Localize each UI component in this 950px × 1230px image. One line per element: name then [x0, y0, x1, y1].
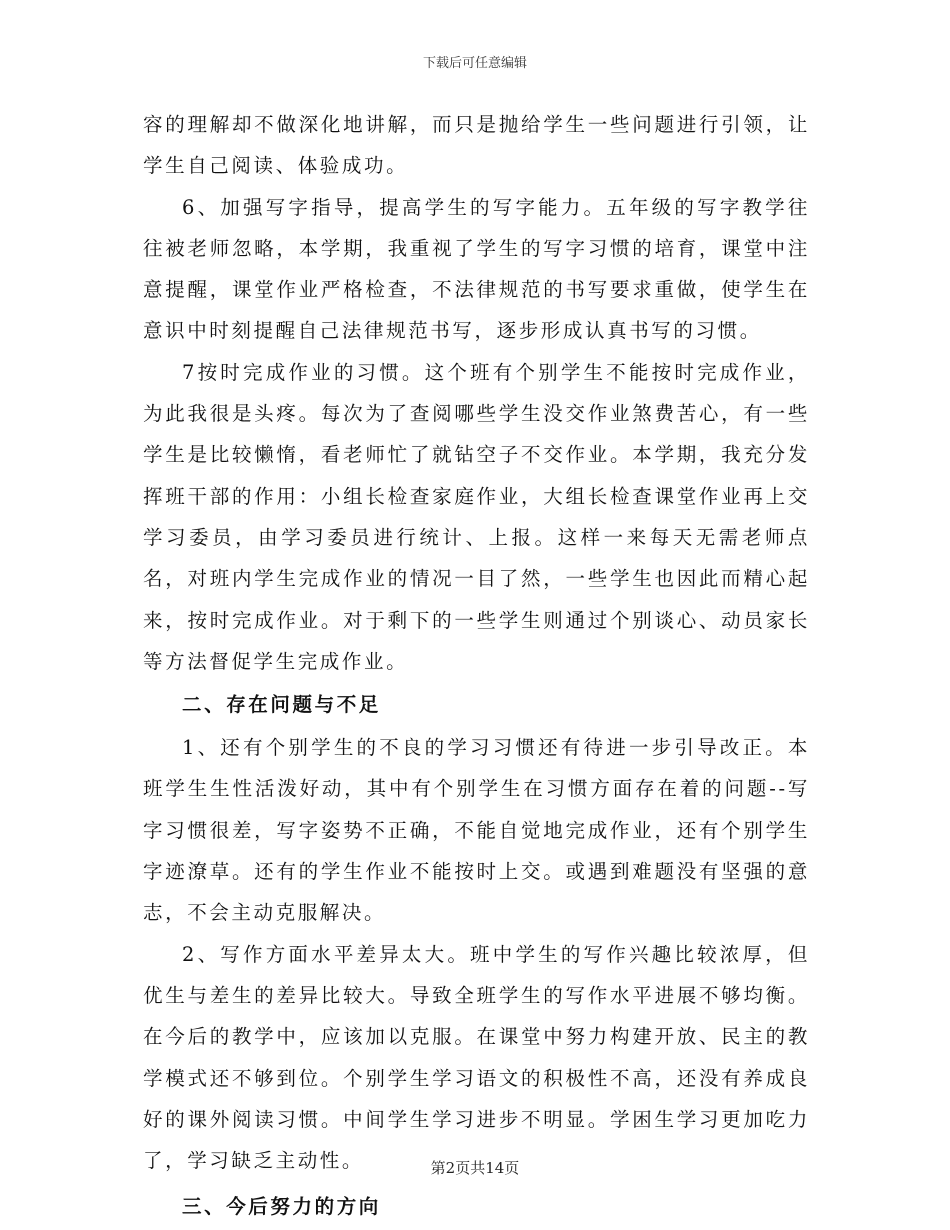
- document-body: [143, 104, 810, 1229]
- paragraph-homework-habit: 7按时完成作业的习惯。这个班有个别学生不能按时完成作业，为此我很是头疼。每次为了查阅哪些学生没交作业煞费苦心，有一些学生是比较懒惰，看老师忙了就钻空子不交作业。本学期，我充分发挥班干部的作用：小组长检查家庭作业，大组长检查课堂作业再上交学习委员，由学习委员进行统计、上报。这样一来每天无需老师点名，对班内学生完成作业的情况一目了然，一些学生也因此而精心起来，按时完成作业。对于剩下的一些学生则通过个别谈心、动员家长等方法督促学生完成作业。: [143, 360, 810, 673]
- page-header: 下载后可任意编辑: [422, 56, 527, 71]
- paragraph-writing-guidance: 6、加强写字指导，提高学生的写字能力。五年级的写字教学往往被老师忽略，本学期，我重视了学生的写字习惯的培育，课堂中注意提醒，课堂作业严格检查，不法律规范的书写要求重做，使学生在意识中时刻提醒自己法律规范书写，逐步形成认真书写的习惯。: [143, 195, 810, 343]
- section-heading-problems: 二、存在问题与不足: [182, 693, 381, 717]
- page-footer: 第2页共14页: [430, 1159, 520, 1177]
- paragraph-bad-habits: 1、还有个别学生的不良的学习习惯还有待进一步引导改正。本班学生生性活泼好动，其中有个别学生在习惯方面存在着的问题--写字习惯很差，写字姿势不正确，不能自觉地完成作业，还有个别学生字迹潦草。还有的学生作业不能按时上交。或遇到难题没有坚强的意志，不会主动克服解决。: [143, 736, 810, 925]
- paragraph-writing-gap: 2、写作方面水平差异太大。班中学生的写作兴趣比较浓厚，但优生与差生的差异比较大。导致全班学生的写作水平进展不够均衡。在今后的教学中，应该加以克服。在课堂中努力构建开放、民主的教学模式还不够到位。个别学生学习语文的积极性不高，还没有养成良好的课外阅读习惯。中间学生学习进步不明显。学困生学习更加吃力了，学习缺乏主动性。: [143, 942, 810, 1173]
- section-heading-future: 三、今后努力的方向: [182, 1195, 381, 1219]
- paragraph-continuation: 容的理解却不做深化地讲解，而只是抛给学生一些问题进行引领，让学生自己阅读、体验成功。: [143, 113, 810, 178]
